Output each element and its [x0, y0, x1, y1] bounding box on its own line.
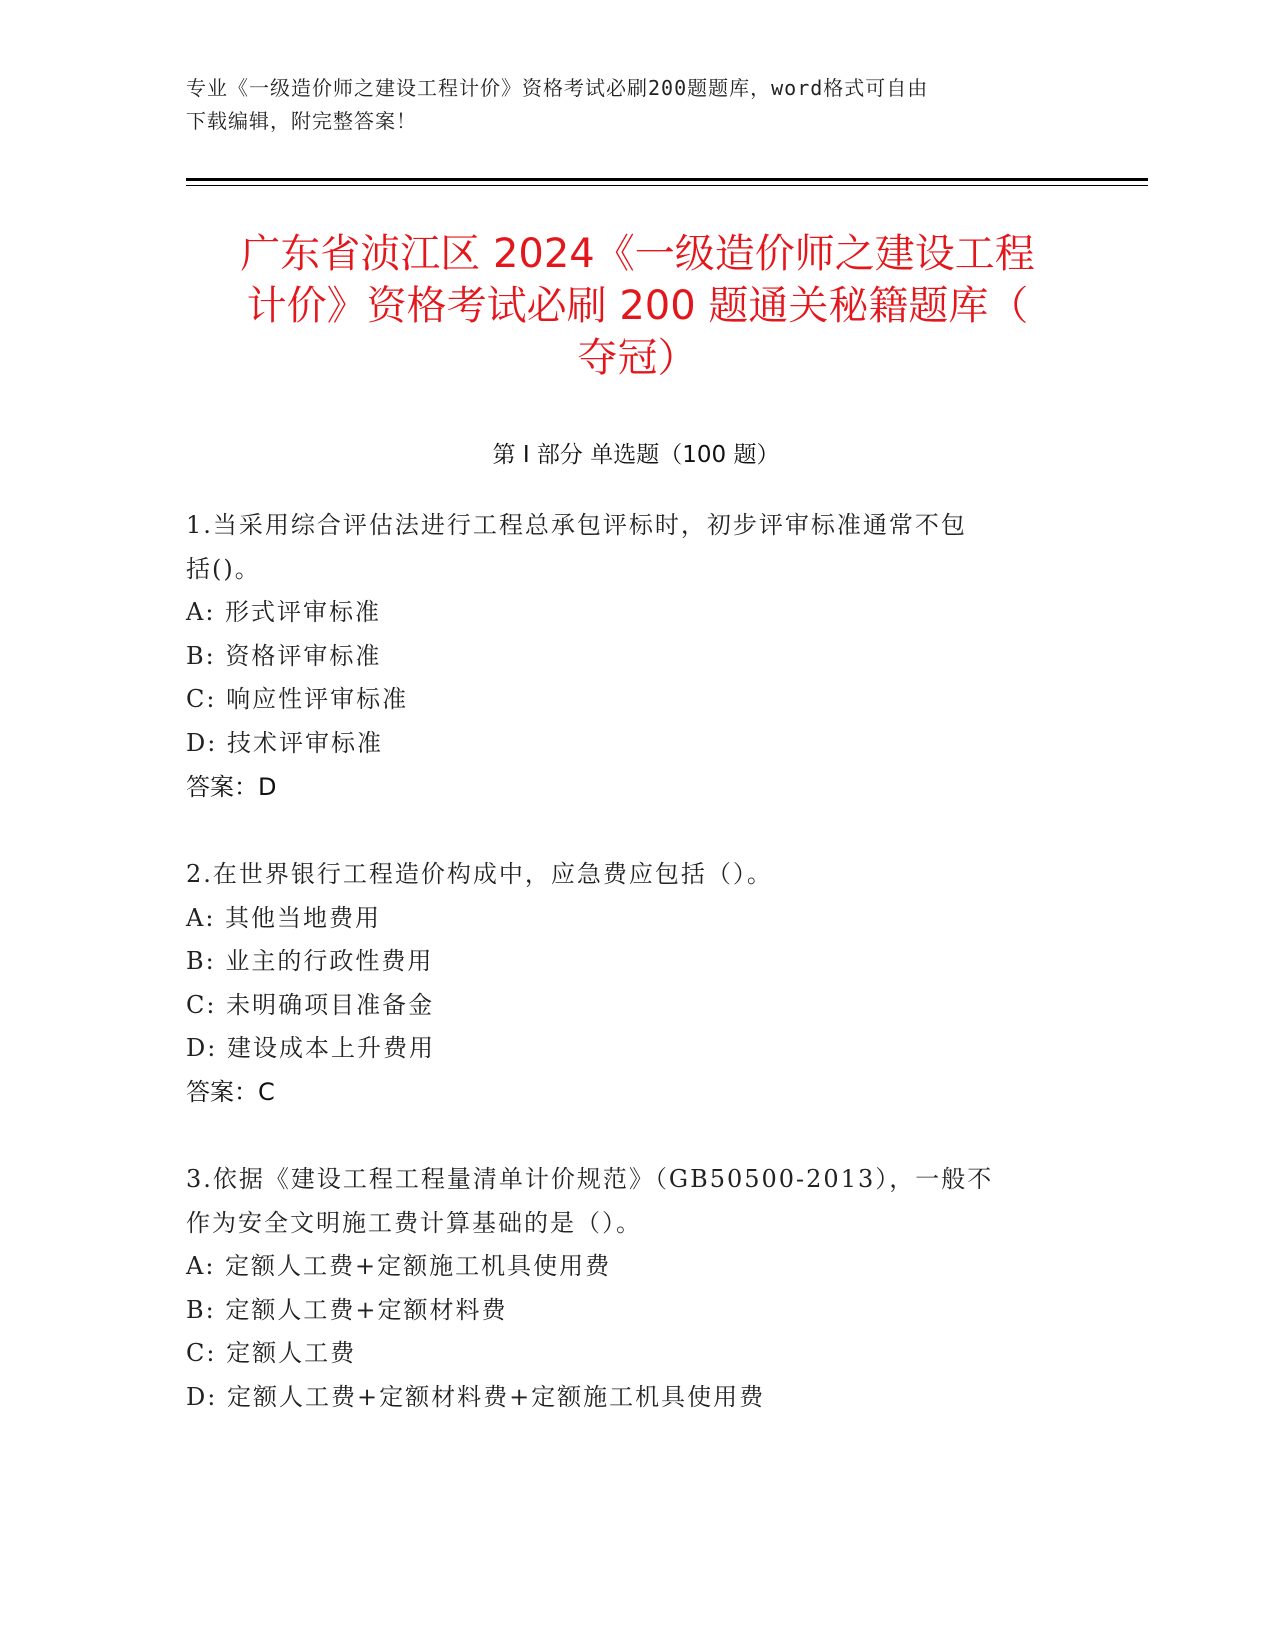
header-divider-thin [186, 185, 1148, 186]
question-2-answer: 答案：C [186, 1078, 275, 1106]
document-title [180, 228, 1095, 384]
question-1-stem-line-1: 1.当采用综合评估法进行工程总承包评标时，初步评审标准通常不包 [186, 511, 967, 539]
question-1-option-b: B: 资格评审标准 [186, 642, 382, 670]
question-3-option-a: A: 定额人工费+定额施工机具使用费 [186, 1252, 612, 1280]
question-3-option-c: C: 定额人工费 [186, 1339, 357, 1367]
question-1-stem-line-2: 括()。 [186, 555, 261, 583]
question-2-option-c: C: 未明确项目准备金 [186, 991, 435, 1019]
question-3-option-b: B: 定额人工费+定额材料费 [186, 1296, 508, 1324]
header-note-line-2: 下载编辑，附完整答案！ [186, 109, 417, 133]
document-title-line-2: 计价》资格考试必刷 200 题通关秘籍题库（ [246, 283, 1029, 329]
question-2-option-a: A: 其他当地费用 [186, 904, 382, 932]
question-1-answer: 答案：D [186, 773, 277, 801]
header-note-line-1: 专业《一级造价师之建设工程计价》资格考试必刷200题题库，word格式可自由 [186, 76, 929, 100]
header-divider-thick [186, 178, 1148, 181]
header-note [186, 72, 1066, 138]
question-2-option-b: B: 业主的行政性费用 [186, 947, 434, 975]
document-title-line-1: 广东省浈江区 2024《一级造价师之建设工程 [240, 231, 1035, 277]
section-title: 第 I 部分 单选题（100 题） [492, 442, 780, 468]
document-title-line-3: 夺冠） [577, 335, 698, 381]
question-3-option-d: D: 定额人工费+定额材料费+定额施工机具使用费 [186, 1383, 766, 1411]
question-1-option-a: A: 形式评审标准 [186, 598, 382, 626]
question-3-stem-line-1: 3.依据《建设工程工程量清单计价规范》（GB50500-2013），一般不 [186, 1165, 994, 1193]
question-3-stem-line-2: 作为安全文明施工费计算基础的是（）。 [186, 1209, 642, 1237]
question-1-option-c: C: 响应性评审标准 [186, 685, 409, 713]
question-2-option-d: D: 建设成本上升费用 [186, 1034, 435, 1062]
question-1-option-d: D: 技术评审标准 [186, 729, 383, 757]
question-2-stem-line-1: 2.在世界银行工程造价构成中，应急费应包括（）。 [186, 860, 773, 888]
